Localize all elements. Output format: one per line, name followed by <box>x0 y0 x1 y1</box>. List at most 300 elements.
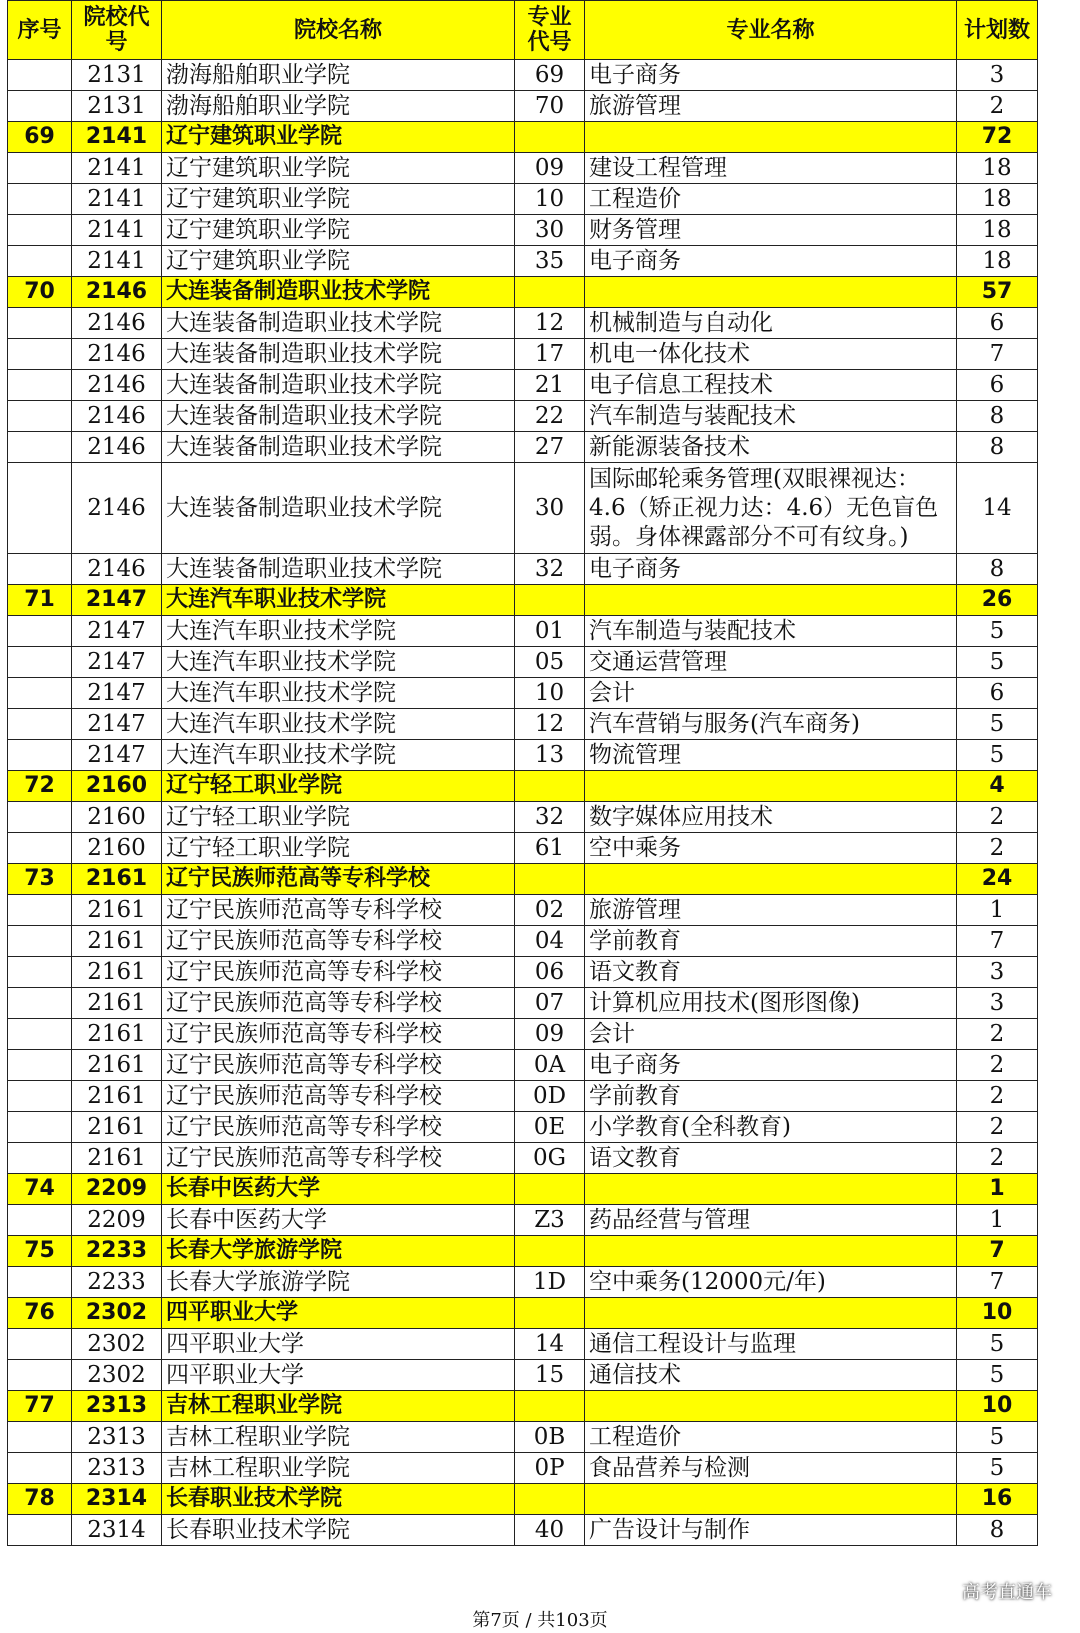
cell-plan-count: 26 <box>957 585 1038 616</box>
cell-major-code: 13 <box>515 740 585 771</box>
cell-school-code: 2146 <box>72 277 162 308</box>
cell-major-code: 22 <box>515 401 585 432</box>
school-summary-row <box>8 1391 1038 1422</box>
table-row <box>8 678 1038 709</box>
table-row <box>8 463 1038 554</box>
cell-major-code: 1D <box>515 1267 585 1298</box>
cell-plan-count: 5 <box>957 1422 1038 1453</box>
table-row <box>8 246 1038 277</box>
table-row <box>8 1081 1038 1112</box>
cell-seq <box>8 678 72 709</box>
school-summary-row <box>8 771 1038 802</box>
watermark-label: 高考直通车 <box>962 1582 1052 1603</box>
cell-seq <box>8 957 72 988</box>
table-row <box>8 802 1038 833</box>
cell-plan-count: 1 <box>957 1174 1038 1205</box>
cell-school-name: 大连装备制造职业技术学院 <box>162 401 515 432</box>
cell-major-code <box>515 1236 585 1267</box>
cell-plan-count: 10 <box>957 1298 1038 1329</box>
cell-plan-count: 1 <box>957 895 1038 926</box>
cell-plan-count: 18 <box>957 215 1038 246</box>
cell-major-code: 02 <box>515 895 585 926</box>
cell-major-code: 12 <box>515 308 585 339</box>
table-row <box>8 895 1038 926</box>
cell-school-code: 2161 <box>72 1143 162 1174</box>
table-row <box>8 1267 1038 1298</box>
cell-plan-count: 2 <box>957 833 1038 864</box>
table-row <box>8 740 1038 771</box>
cell-major-name: 会计 <box>585 678 957 709</box>
cell-seq <box>8 153 72 184</box>
cell-major-code: 35 <box>515 246 585 277</box>
cell-major-name: 交通运营管理 <box>585 647 957 678</box>
cell-school-name: 大连装备制造职业技术学院 <box>162 339 515 370</box>
table-row <box>8 926 1038 957</box>
cell-major-name <box>585 1391 957 1422</box>
table-row <box>8 1112 1038 1143</box>
cell-school-name: 长春职业技术学院 <box>162 1515 515 1546</box>
cell-school-code: 2147 <box>72 616 162 647</box>
cell-major-name: 学前教育 <box>585 926 957 957</box>
cell-school-name: 大连装备制造职业技术学院 <box>162 308 515 339</box>
cell-major-name: 电子商务 <box>585 60 957 91</box>
cell-major-name: 机电一体化技术 <box>585 339 957 370</box>
cell-school-code: 2302 <box>72 1329 162 1360</box>
cell-school-name: 大连汽车职业技术学院 <box>162 678 515 709</box>
enrollment-plan-table <box>7 0 1038 1546</box>
table-row <box>8 833 1038 864</box>
cell-school-code: 2147 <box>72 709 162 740</box>
cell-school-name: 长春大学旅游学院 <box>162 1267 515 1298</box>
cell-major-code: 0P <box>515 1453 585 1484</box>
cell-major-name: 会计 <box>585 1019 957 1050</box>
cell-major-code: 0E <box>515 1112 585 1143</box>
cell-seq <box>8 246 72 277</box>
cell-school-name: 大连汽车职业技术学院 <box>162 616 515 647</box>
cell-major-code: 06 <box>515 957 585 988</box>
cell-school-name: 辽宁民族师范高等专科学校 <box>162 864 515 895</box>
cell-school-code: 2146 <box>72 339 162 370</box>
cell-seq <box>8 215 72 246</box>
cell-seq <box>8 895 72 926</box>
cell-major-code: 32 <box>515 554 585 585</box>
cell-seq <box>8 339 72 370</box>
school-summary-row <box>8 864 1038 895</box>
cell-school-code: 2314 <box>72 1484 162 1515</box>
cell-school-code: 2147 <box>72 585 162 616</box>
cell-school-name: 长春职业技术学院 <box>162 1484 515 1515</box>
cell-major-code <box>515 585 585 616</box>
cell-school-name: 长春大学旅游学院 <box>162 1236 515 1267</box>
cell-plan-count: 2 <box>957 802 1038 833</box>
cell-school-code: 2161 <box>72 1019 162 1050</box>
cell-school-name: 大连汽车职业技术学院 <box>162 740 515 771</box>
table-row <box>8 153 1038 184</box>
cell-school-code: 2161 <box>72 895 162 926</box>
cell-school-name: 大连装备制造职业技术学院 <box>162 370 515 401</box>
cell-seq <box>8 1422 72 1453</box>
cell-major-name <box>585 122 957 153</box>
cell-major-code: 61 <box>515 833 585 864</box>
cell-major-code: 30 <box>515 463 585 554</box>
cell-plan-count: 5 <box>957 647 1038 678</box>
cell-major-name: 汽车制造与装配技术 <box>585 401 957 432</box>
table-row <box>8 91 1038 122</box>
cell-major-name: 电子商务 <box>585 554 957 585</box>
cell-major-code: 04 <box>515 926 585 957</box>
cell-seq: 71 <box>8 585 72 616</box>
cell-seq <box>8 1360 72 1391</box>
cell-plan-count: 2 <box>957 91 1038 122</box>
cell-plan-count: 57 <box>957 277 1038 308</box>
table-row <box>8 308 1038 339</box>
cell-school-code: 2209 <box>72 1205 162 1236</box>
cell-school-name: 辽宁建筑职业学院 <box>162 184 515 215</box>
cell-major-name <box>585 585 957 616</box>
cell-plan-count: 24 <box>957 864 1038 895</box>
cell-plan-count: 7 <box>957 339 1038 370</box>
cell-plan-count: 16 <box>957 1484 1038 1515</box>
cell-seq <box>8 802 72 833</box>
cell-school-name: 吉林工程职业学院 <box>162 1453 515 1484</box>
cell-school-code: 2146 <box>72 370 162 401</box>
cell-major-name: 汽车营销与服务(汽车商务) <box>585 709 957 740</box>
cell-school-name: 辽宁建筑职业学院 <box>162 215 515 246</box>
table-row <box>8 184 1038 215</box>
cell-school-code: 2141 <box>72 153 162 184</box>
table-row <box>8 1205 1038 1236</box>
cell-school-code: 2209 <box>72 1174 162 1205</box>
cell-school-code: 2161 <box>72 1112 162 1143</box>
cell-major-code: 12 <box>515 709 585 740</box>
table-row <box>8 1329 1038 1360</box>
cell-school-code: 2314 <box>72 1515 162 1546</box>
school-summary-row <box>8 1236 1038 1267</box>
cell-school-name: 辽宁民族师范高等专科学校 <box>162 895 515 926</box>
cell-major-name <box>585 1174 957 1205</box>
cell-seq <box>8 1453 72 1484</box>
cell-major-code: 09 <box>515 1019 585 1050</box>
cell-major-code <box>515 771 585 802</box>
cell-school-name: 大连装备制造职业技术学院 <box>162 463 515 554</box>
table-row <box>8 215 1038 246</box>
cell-seq <box>8 308 72 339</box>
cell-major-name: 旅游管理 <box>585 91 957 122</box>
header-major-code: 专业代号 <box>515 1 585 60</box>
cell-school-name: 辽宁轻工职业学院 <box>162 802 515 833</box>
cell-school-name: 四平职业大学 <box>162 1360 515 1391</box>
cell-seq: 77 <box>8 1391 72 1422</box>
cell-major-code: 69 <box>515 60 585 91</box>
cell-major-name <box>585 1236 957 1267</box>
cell-plan-count: 7 <box>957 1236 1038 1267</box>
cell-school-name: 辽宁轻工职业学院 <box>162 771 515 802</box>
cell-school-code: 2161 <box>72 926 162 957</box>
cell-seq <box>8 1329 72 1360</box>
cell-major-name: 建设工程管理 <box>585 153 957 184</box>
cell-school-code: 2160 <box>72 833 162 864</box>
cell-seq <box>8 1081 72 1112</box>
cell-major-name: 通信技术 <box>585 1360 957 1391</box>
cell-major-name: 空中乘务(12000元/年) <box>585 1267 957 1298</box>
cell-plan-count: 14 <box>957 463 1038 554</box>
cell-seq: 74 <box>8 1174 72 1205</box>
cell-school-name: 四平职业大学 <box>162 1329 515 1360</box>
cell-seq <box>8 60 72 91</box>
cell-major-name <box>585 864 957 895</box>
cell-major-name <box>585 771 957 802</box>
cell-school-code: 2161 <box>72 864 162 895</box>
cell-plan-count: 2 <box>957 1112 1038 1143</box>
cell-major-name: 小学教育(全科教育) <box>585 1112 957 1143</box>
cell-school-name: 辽宁建筑职业学院 <box>162 122 515 153</box>
cell-seq: 76 <box>8 1298 72 1329</box>
cell-seq <box>8 926 72 957</box>
cell-major-code <box>515 864 585 895</box>
cell-seq <box>8 709 72 740</box>
cell-major-name: 食品营养与检测 <box>585 1453 957 1484</box>
cell-plan-count: 1 <box>957 1205 1038 1236</box>
cell-major-code: 15 <box>515 1360 585 1391</box>
cell-school-name: 长春中医药大学 <box>162 1205 515 1236</box>
cell-school-name: 渤海船舶职业学院 <box>162 91 515 122</box>
cell-seq <box>8 988 72 1019</box>
cell-school-name: 大连汽车职业技术学院 <box>162 709 515 740</box>
cell-school-code: 2141 <box>72 215 162 246</box>
cell-major-name: 财务管理 <box>585 215 957 246</box>
cell-school-name: 辽宁民族师范高等专科学校 <box>162 957 515 988</box>
cell-major-name: 空中乘务 <box>585 833 957 864</box>
cell-seq: 75 <box>8 1236 72 1267</box>
cell-school-name: 辽宁民族师范高等专科学校 <box>162 926 515 957</box>
cell-school-name: 大连汽车职业技术学院 <box>162 647 515 678</box>
cell-seq <box>8 1267 72 1298</box>
cell-plan-count: 6 <box>957 308 1038 339</box>
cell-major-code <box>515 1391 585 1422</box>
cell-major-code: 0A <box>515 1050 585 1081</box>
cell-major-code: 0D <box>515 1081 585 1112</box>
cell-school-code: 2302 <box>72 1298 162 1329</box>
cell-school-name: 辽宁民族师范高等专科学校 <box>162 1019 515 1050</box>
cell-plan-count: 18 <box>957 246 1038 277</box>
cell-school-code: 2313 <box>72 1391 162 1422</box>
page-footer: 第7页 / 共103页 <box>472 1610 608 1631</box>
table-row <box>8 957 1038 988</box>
table-row <box>8 616 1038 647</box>
cell-major-name: 电子商务 <box>585 1050 957 1081</box>
cell-school-code: 2146 <box>72 401 162 432</box>
cell-major-name: 物流管理 <box>585 740 957 771</box>
cell-major-code: 07 <box>515 988 585 1019</box>
cell-major-name: 计算机应用技术(图形图像) <box>585 988 957 1019</box>
school-summary-row <box>8 585 1038 616</box>
cell-major-code: 09 <box>515 153 585 184</box>
cell-school-name: 长春中医药大学 <box>162 1174 515 1205</box>
cell-school-code: 2141 <box>72 184 162 215</box>
cell-school-code: 2146 <box>72 554 162 585</box>
cell-seq <box>8 1515 72 1546</box>
cell-plan-count: 6 <box>957 678 1038 709</box>
cell-major-code <box>515 1298 585 1329</box>
cell-major-code: 14 <box>515 1329 585 1360</box>
cell-school-name: 大连装备制造职业技术学院 <box>162 432 515 463</box>
table-row <box>8 339 1038 370</box>
school-summary-row <box>8 277 1038 308</box>
cell-seq <box>8 184 72 215</box>
cell-plan-count: 3 <box>957 957 1038 988</box>
cell-school-code: 2233 <box>72 1236 162 1267</box>
cell-seq <box>8 91 72 122</box>
cell-plan-count: 5 <box>957 1329 1038 1360</box>
cell-major-code: 30 <box>515 215 585 246</box>
cell-seq: 72 <box>8 771 72 802</box>
cell-seq <box>8 463 72 554</box>
cell-major-name: 广告设计与制作 <box>585 1515 957 1546</box>
cell-major-name: 旅游管理 <box>585 895 957 926</box>
cell-seq <box>8 401 72 432</box>
cell-major-name: 通信工程设计与监理 <box>585 1329 957 1360</box>
cell-school-name: 辽宁民族师范高等专科学校 <box>162 1143 515 1174</box>
cell-seq <box>8 616 72 647</box>
table-row <box>8 647 1038 678</box>
cell-major-name: 药品经营与管理 <box>585 1205 957 1236</box>
table-row <box>8 1019 1038 1050</box>
cell-major-code <box>515 277 585 308</box>
cell-major-code: 21 <box>515 370 585 401</box>
cell-plan-count: 72 <box>957 122 1038 153</box>
cell-major-name: 汽车制造与装配技术 <box>585 616 957 647</box>
cell-major-code: 40 <box>515 1515 585 1546</box>
cell-plan-count: 5 <box>957 1453 1038 1484</box>
cell-major-code: 10 <box>515 184 585 215</box>
cell-seq <box>8 1143 72 1174</box>
cell-school-code: 2313 <box>72 1453 162 1484</box>
cell-major-name: 工程造价 <box>585 1422 957 1453</box>
cell-school-code: 2146 <box>72 432 162 463</box>
cell-seq <box>8 1112 72 1143</box>
table-row <box>8 1515 1038 1546</box>
cell-seq <box>8 1050 72 1081</box>
cell-school-code: 2233 <box>72 1267 162 1298</box>
cell-seq: 69 <box>8 122 72 153</box>
cell-major-code: 05 <box>515 647 585 678</box>
cell-major-code: 01 <box>515 616 585 647</box>
cell-major-name: 数字媒体应用技术 <box>585 802 957 833</box>
cell-seq <box>8 740 72 771</box>
cell-seq: 78 <box>8 1484 72 1515</box>
cell-major-name: 学前教育 <box>585 1081 957 1112</box>
cell-major-name: 语文教育 <box>585 957 957 988</box>
cell-major-code: 27 <box>515 432 585 463</box>
header-major-name: 专业名称 <box>585 1 957 60</box>
cell-school-name: 辽宁民族师范高等专科学校 <box>162 1081 515 1112</box>
cell-school-code: 2147 <box>72 678 162 709</box>
cell-seq <box>8 1205 72 1236</box>
cell-major-name: 电子商务 <box>585 246 957 277</box>
cell-seq <box>8 1019 72 1050</box>
cell-school-name: 辽宁民族师范高等专科学校 <box>162 1112 515 1143</box>
school-summary-row <box>8 1484 1038 1515</box>
cell-school-code: 2146 <box>72 463 162 554</box>
table-row <box>8 1050 1038 1081</box>
cell-plan-count: 8 <box>957 432 1038 463</box>
cell-plan-count: 2 <box>957 1050 1038 1081</box>
cell-seq <box>8 554 72 585</box>
cell-seq <box>8 647 72 678</box>
cell-plan-count: 3 <box>957 988 1038 1019</box>
table-row <box>8 1360 1038 1391</box>
cell-school-code: 2146 <box>72 308 162 339</box>
cell-school-name: 辽宁建筑职业学院 <box>162 153 515 184</box>
cell-school-name: 辽宁民族师范高等专科学校 <box>162 988 515 1019</box>
cell-plan-count: 2 <box>957 1081 1038 1112</box>
cell-plan-count: 2 <box>957 1019 1038 1050</box>
cell-school-code: 2161 <box>72 957 162 988</box>
cell-school-name: 吉林工程职业学院 <box>162 1391 515 1422</box>
cell-school-code: 2160 <box>72 802 162 833</box>
cell-plan-count: 5 <box>957 1360 1038 1391</box>
table-row <box>8 370 1038 401</box>
cell-school-name: 辽宁民族师范高等专科学校 <box>162 1050 515 1081</box>
header-school-name: 院校名称 <box>162 1 515 60</box>
cell-plan-count: 18 <box>957 184 1038 215</box>
cell-school-code: 2147 <box>72 740 162 771</box>
cell-major-name: 新能源装备技术 <box>585 432 957 463</box>
cell-school-code: 2161 <box>72 988 162 1019</box>
cell-plan-count: 5 <box>957 740 1038 771</box>
cell-plan-count: 8 <box>957 554 1038 585</box>
cell-major-name: 国际邮轮乘务管理(双眼裸视达：4.6（矫正视力达：4.6）无色盲色弱。身体裸露部分不可有纹身。) <box>585 463 957 554</box>
cell-plan-count: 18 <box>957 153 1038 184</box>
school-summary-row <box>8 122 1038 153</box>
cell-plan-count: 7 <box>957 926 1038 957</box>
cell-major-code: 17 <box>515 339 585 370</box>
header-plan-count: 计划数 <box>957 1 1038 60</box>
table-row <box>8 554 1038 585</box>
cell-major-code: 70 <box>515 91 585 122</box>
cell-school-code: 2141 <box>72 246 162 277</box>
cell-plan-count: 2 <box>957 1143 1038 1174</box>
cell-plan-count: 5 <box>957 709 1038 740</box>
cell-school-name: 辽宁建筑职业学院 <box>162 246 515 277</box>
cell-school-name: 大连装备制造职业技术学院 <box>162 277 515 308</box>
table-row <box>8 60 1038 91</box>
table-header-row <box>8 1 1038 60</box>
cell-school-code: 2302 <box>72 1360 162 1391</box>
cell-school-code: 2131 <box>72 60 162 91</box>
school-summary-row <box>8 1298 1038 1329</box>
cell-plan-count: 3 <box>957 60 1038 91</box>
table-row <box>8 1453 1038 1484</box>
cell-school-name: 渤海船舶职业学院 <box>162 60 515 91</box>
cell-school-code: 2160 <box>72 771 162 802</box>
cell-school-code: 2161 <box>72 1050 162 1081</box>
cell-school-name: 四平职业大学 <box>162 1298 515 1329</box>
cell-school-name: 大连装备制造职业技术学院 <box>162 554 515 585</box>
cell-major-code <box>515 1484 585 1515</box>
cell-major-name <box>585 1484 957 1515</box>
table-row <box>8 988 1038 1019</box>
cell-plan-count: 4 <box>957 771 1038 802</box>
cell-major-name: 工程造价 <box>585 184 957 215</box>
cell-plan-count: 5 <box>957 616 1038 647</box>
cell-plan-count: 6 <box>957 370 1038 401</box>
school-summary-row <box>8 1174 1038 1205</box>
cell-school-name: 吉林工程职业学院 <box>162 1422 515 1453</box>
cell-seq: 70 <box>8 277 72 308</box>
table-row <box>8 1422 1038 1453</box>
cell-seq <box>8 370 72 401</box>
